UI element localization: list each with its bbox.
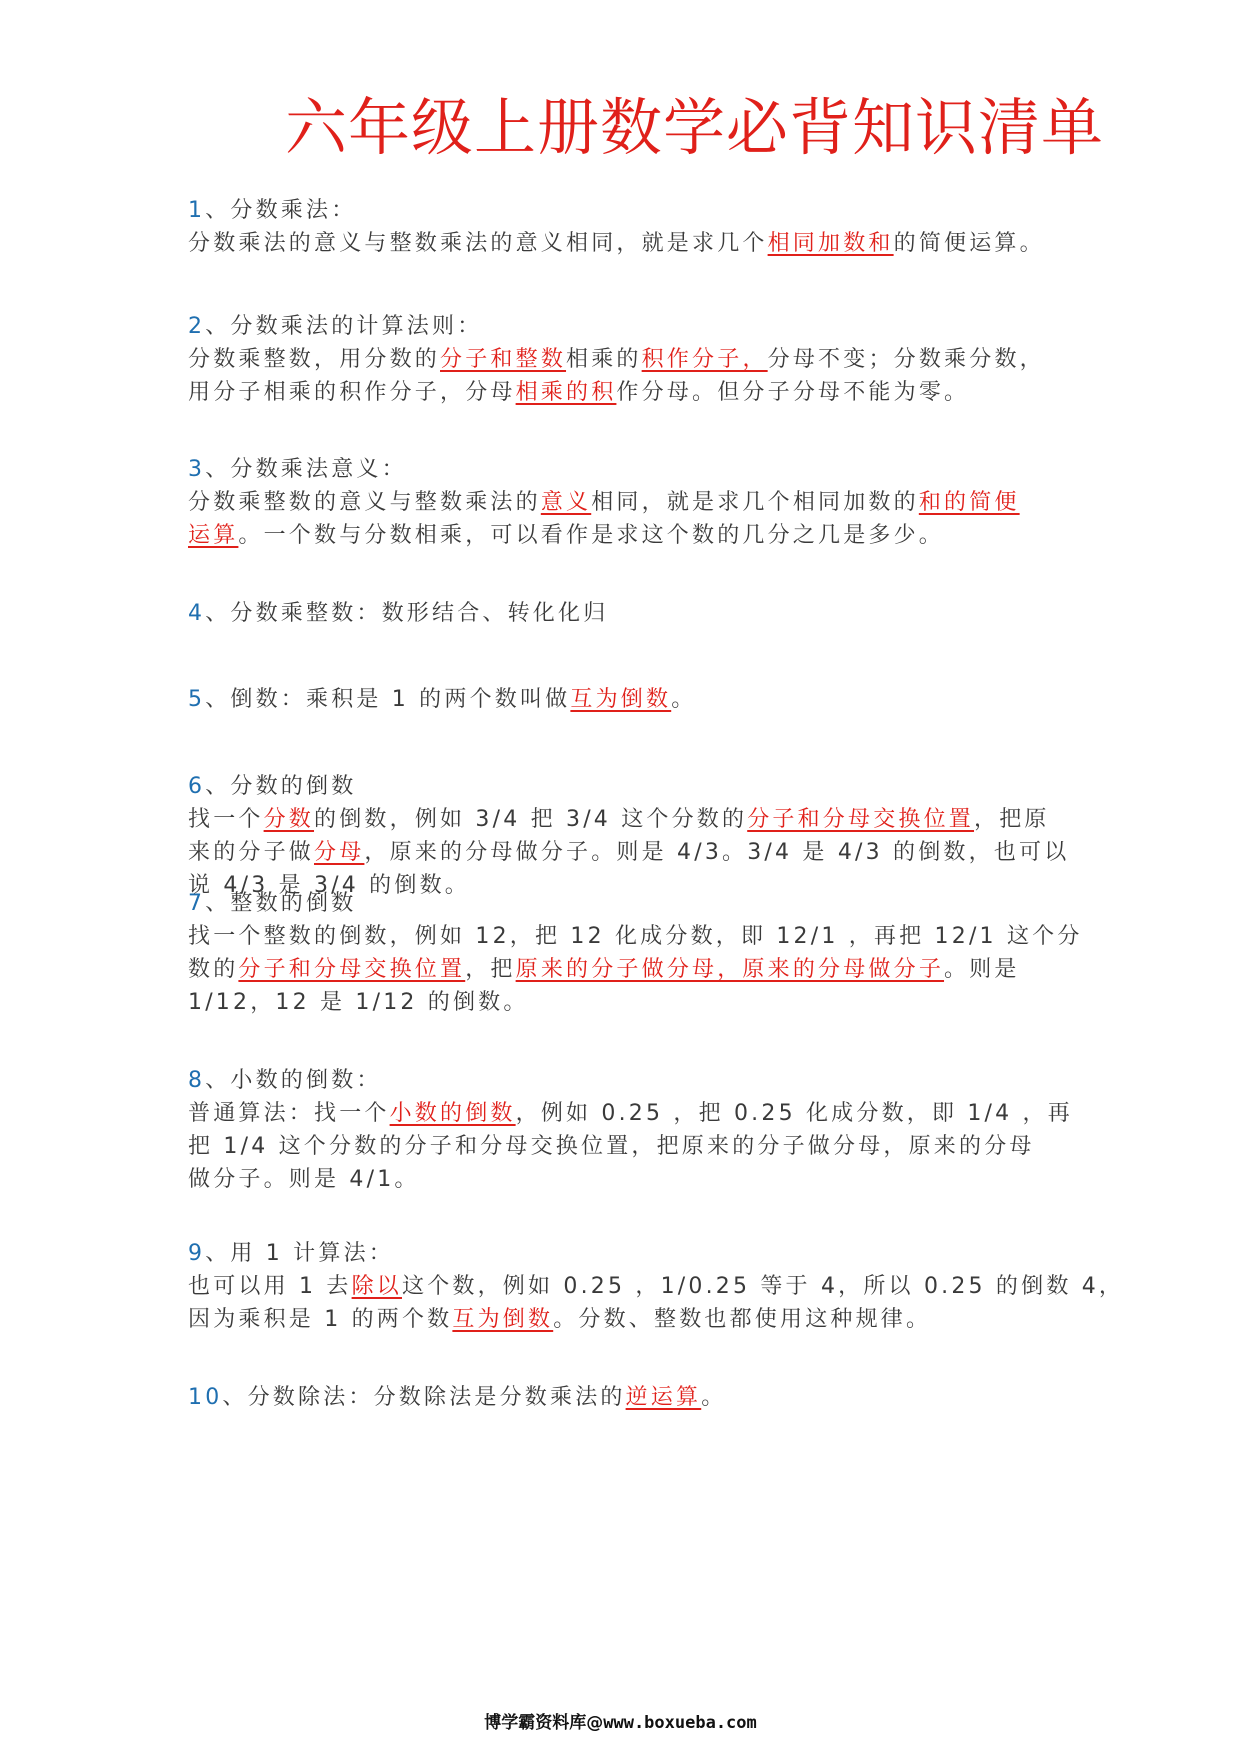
highlighted-term: 除以 bbox=[351, 1274, 402, 1299]
section-heading-text: 、分数乘法： bbox=[205, 198, 357, 223]
highlighted-term: 和的简便 bbox=[918, 490, 1020, 515]
section-number: 1 bbox=[188, 198, 206, 223]
body-text: 普通算法：找一个 bbox=[188, 1101, 390, 1126]
body-line bbox=[188, 519, 1058, 552]
body-text: ，原来的分母做分子。则是 4/3。3/4 是 4/3 的倒数，也可以 bbox=[364, 840, 1070, 865]
body-line bbox=[188, 376, 1058, 409]
section-heading bbox=[188, 453, 1058, 486]
body-text: 做分子。则是 4/1。 bbox=[188, 1167, 420, 1192]
section-heading bbox=[188, 194, 1058, 227]
body-text: ，例如 0.25 ，把 0.25 化成分数，即 1/4 ，再 bbox=[515, 1101, 1073, 1126]
section-8 bbox=[188, 1064, 1073, 1196]
body-text: 。一个数与分数相乘，可以看作是求这个数的几分之几是多少。 bbox=[238, 523, 945, 548]
section-heading-text: 、分数除法：分数除法是分数乘法的 bbox=[222, 1385, 626, 1410]
body-line bbox=[188, 803, 1058, 836]
section-heading bbox=[188, 1064, 1058, 1097]
section-number: 10 bbox=[188, 1385, 223, 1410]
section-heading-text: 、倒数：乘积是 1 的两个数叫做 bbox=[205, 687, 571, 712]
body-text: 用分子相乘的积作分子，分母 bbox=[188, 380, 516, 405]
body-text: 找一个 bbox=[188, 807, 264, 832]
body-line bbox=[188, 227, 1058, 260]
body-text: 找一个整数的倒数，例如 12，把 12 化成分数，即 12/1 ，再把 12/1 这个分 bbox=[188, 924, 1083, 949]
body-text: 1/12，12 是 1/12 的倒数。 bbox=[188, 990, 529, 1015]
section-heading bbox=[188, 683, 1058, 716]
body-line bbox=[188, 953, 1058, 986]
body-line bbox=[188, 1303, 1058, 1336]
body-text: ，把原 bbox=[974, 807, 1050, 832]
body-line bbox=[188, 1130, 1058, 1163]
highlighted-term: 运算 bbox=[188, 523, 239, 548]
section-heading bbox=[188, 1237, 1058, 1270]
section-number: 3 bbox=[188, 457, 206, 482]
highlighted-term: 相乘的积 bbox=[515, 380, 617, 405]
section-heading bbox=[188, 597, 1058, 630]
body-line bbox=[188, 1270, 1125, 1303]
section-heading-text: 、分数的倒数 bbox=[205, 774, 357, 799]
section-heading-text: 、分数乘法意义： bbox=[205, 457, 407, 482]
highlighted-term: 逆运算 bbox=[625, 1385, 702, 1410]
highlighted-term: 小数的倒数 bbox=[389, 1101, 516, 1126]
highlighted-term: 原来的分子做分母，原来的分母做分子 bbox=[515, 957, 945, 982]
body-line bbox=[188, 486, 1058, 519]
section-5 bbox=[188, 683, 1058, 716]
body-line bbox=[188, 836, 1070, 869]
section-3 bbox=[188, 453, 1058, 552]
highlighted-term: 分母 bbox=[314, 840, 365, 865]
body-text: 分数乘法的意义与整数乘法的意义相同，就是求几个 bbox=[188, 231, 768, 256]
section-1 bbox=[188, 194, 1058, 260]
section-number: 5 bbox=[188, 687, 206, 712]
section-number: 6 bbox=[188, 774, 206, 799]
body-text: 的倒数，例如 3/4 把 3/4 这个分数的 bbox=[314, 807, 748, 832]
section-number: 9 bbox=[188, 1241, 206, 1266]
section-heading bbox=[188, 887, 1058, 920]
body-text: 分数乘整数的意义与整数乘法的 bbox=[188, 490, 541, 515]
highlighted-term: 互为倒数 bbox=[570, 687, 672, 712]
highlighted-term: 相同加数和 bbox=[767, 231, 894, 256]
body-text: 数的 bbox=[188, 957, 239, 982]
section-2 bbox=[188, 310, 1058, 409]
body-text: 说 4/3 是 3/4 的倒数。 bbox=[188, 873, 470, 898]
highlighted-term: 互为倒数 bbox=[452, 1307, 554, 1332]
body-line bbox=[188, 343, 1058, 376]
body-text: 因为乘积是 1 的两个数 bbox=[188, 1307, 453, 1332]
body-text: 分母不变；分数乘分数， bbox=[767, 347, 1045, 372]
footer bbox=[0, 1708, 1241, 1733]
section-number: 4 bbox=[188, 601, 206, 626]
body-text: 。则是 bbox=[944, 957, 1020, 982]
body-text: 这个数，例如 0.25 ，1/0.25 等于 4，所以 0.25 的倒数 4， bbox=[402, 1274, 1125, 1299]
section-6 bbox=[188, 770, 1070, 902]
body-text: 分数乘整数，用分数的 bbox=[188, 347, 441, 372]
section-heading bbox=[188, 770, 1058, 803]
section-heading-text: 、用 1 计算法： bbox=[205, 1241, 394, 1266]
body-text: 也可以用 1 去 bbox=[188, 1274, 352, 1299]
highlighted-term: 分数 bbox=[263, 807, 315, 832]
body-line bbox=[188, 1097, 1073, 1130]
body-text: 相同，就是求几个相同加数的 bbox=[591, 490, 919, 515]
page-title: 六年级上册数学必背知识清单 bbox=[285, 91, 1105, 164]
highlighted-term: 意义 bbox=[540, 490, 592, 515]
footer-label: 博学霸资料库@ bbox=[484, 1713, 604, 1733]
highlighted-term: 分子和整数 bbox=[440, 347, 567, 372]
section-heading-tail: 。 bbox=[671, 687, 697, 712]
body-text: 相乘的 bbox=[566, 347, 642, 372]
section-10 bbox=[188, 1381, 1058, 1414]
body-text: 来的分子做 bbox=[188, 840, 315, 865]
section-heading bbox=[188, 1381, 1058, 1414]
body-text: 作分母。但分子分母不能为零。 bbox=[616, 380, 970, 405]
section-4 bbox=[188, 597, 1058, 630]
highlighted-term: 积作分子， bbox=[641, 347, 768, 372]
body-text: 。分数、整数也都使用这种规律。 bbox=[553, 1307, 932, 1332]
section-heading-text: 、整数的倒数 bbox=[205, 891, 357, 916]
body-line bbox=[188, 986, 1058, 1019]
section-number: 7 bbox=[188, 891, 206, 916]
section-heading bbox=[188, 310, 1058, 343]
body-text: 的简便运算。 bbox=[893, 231, 1045, 256]
footer-url[interactable]: www.boxueba.com bbox=[603, 1713, 757, 1733]
section-heading-tail: 。 bbox=[701, 1385, 727, 1410]
section-number: 8 bbox=[188, 1068, 206, 1093]
section-heading-text: 、分数乘整数：数形结合、转化化归 bbox=[205, 601, 609, 626]
body-line bbox=[188, 920, 1083, 953]
body-text: 把 1/4 这个分数的分子和分母交换位置，把原来的分子做分母，原来的分母 bbox=[188, 1134, 1035, 1159]
highlighted-term: 分子和分母交换位置 bbox=[238, 957, 466, 982]
body-text: ，把 bbox=[465, 957, 516, 982]
body-line bbox=[188, 1163, 1058, 1196]
section-7 bbox=[188, 887, 1083, 1019]
section-9 bbox=[188, 1237, 1125, 1336]
section-number: 2 bbox=[188, 314, 206, 339]
section-heading-text: 、小数的倒数： bbox=[205, 1068, 382, 1093]
section-heading-text: 、分数乘法的计算法则： bbox=[205, 314, 483, 339]
highlighted-term: 分子和分母交换位置 bbox=[747, 807, 975, 832]
